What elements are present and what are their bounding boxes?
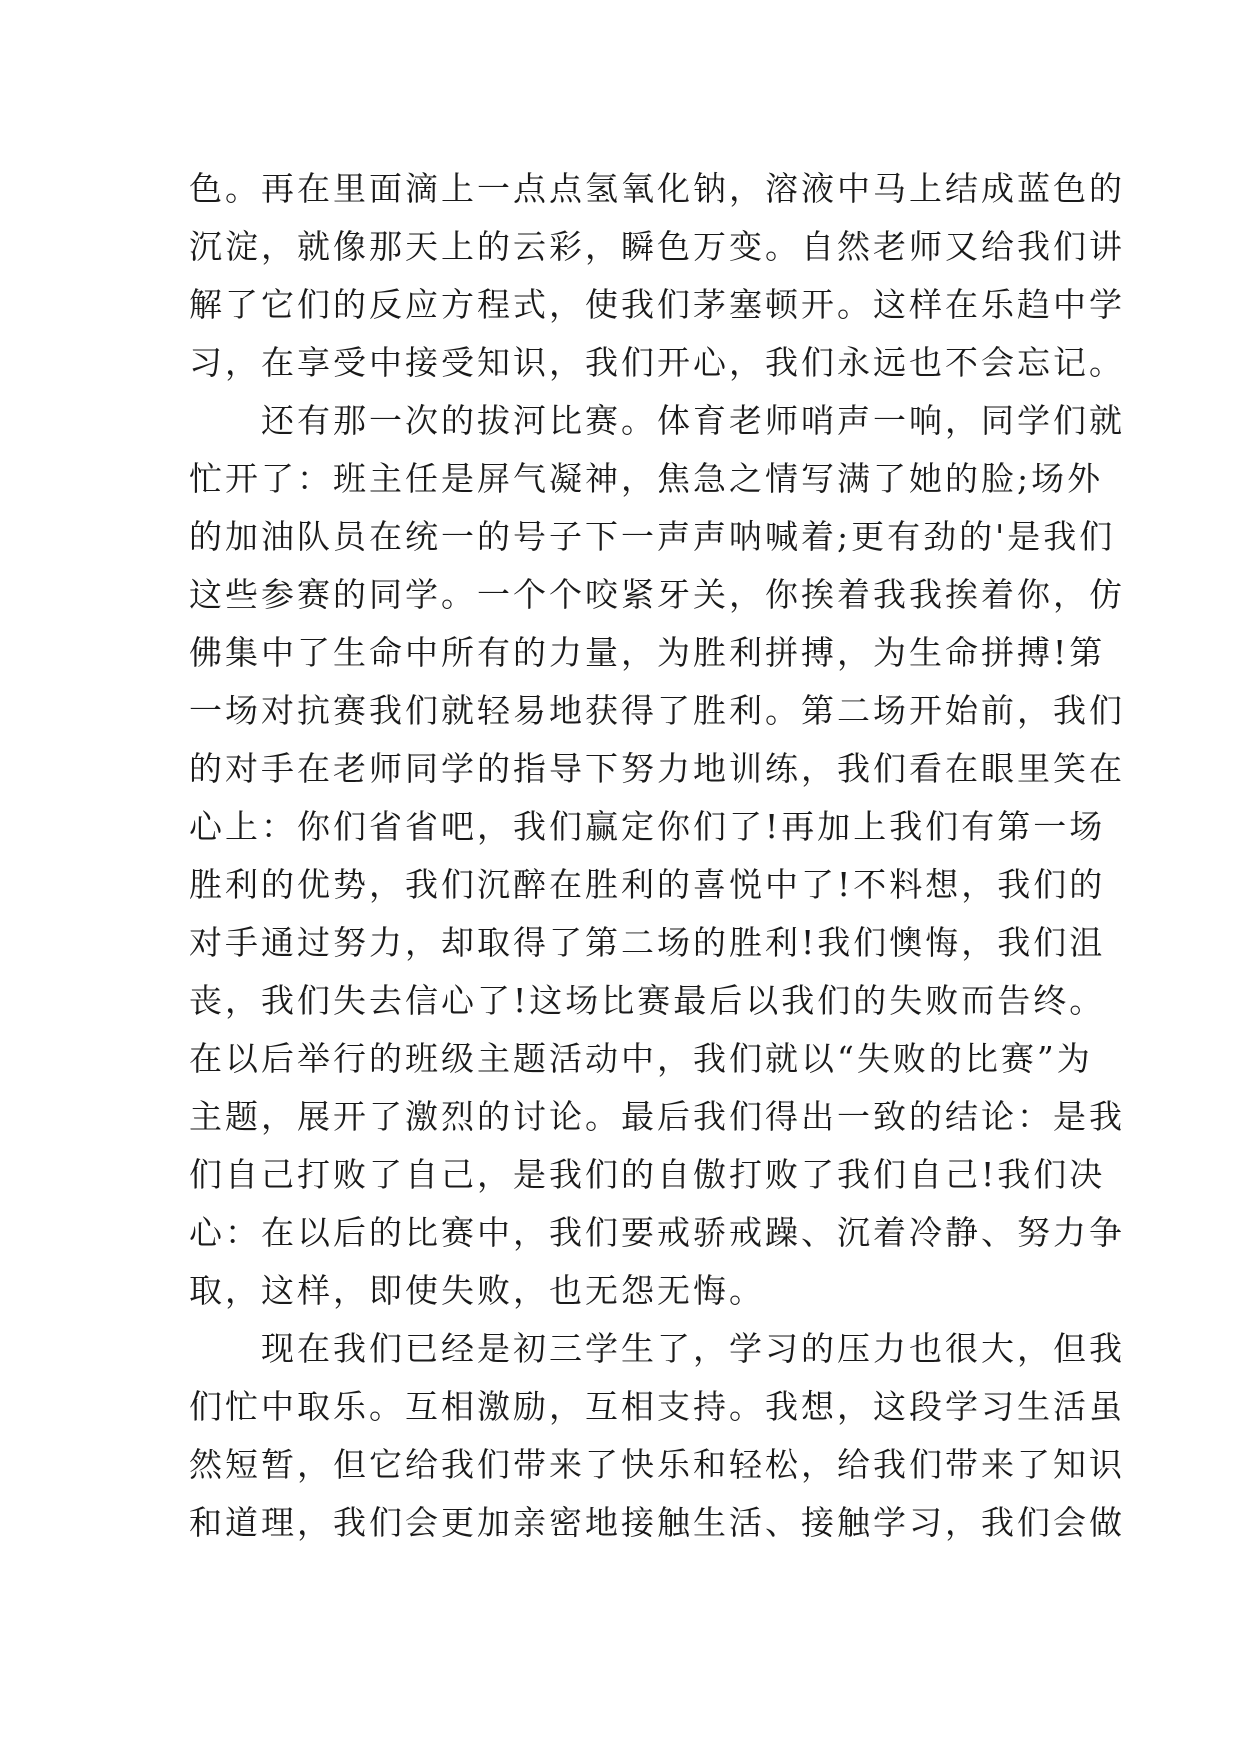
text-line: 取，这样，即使失败，也无怨无悔。 [189,1271,765,1310]
text-line: 习，在享受中接受知识，我们开心，我们永远也不会忘记。 [189,343,1125,382]
text-line: 佛集中了生命中所有的力量，为胜利拼搏，为生命拼搏!第 [189,633,1106,672]
text-line: 对手通过努力，却取得了第二场的胜利!我们懊悔，我们沮 [189,923,1106,962]
text-line: 心上：你们省省吧，我们赢定你们了!再加上我们有第一场 [189,807,1106,846]
text-line: 主题，展开了激烈的讨论。最后我们得出一致的结论：是我 [189,1097,1125,1136]
text-line: 的对手在老师同学的指导下努力地训练，我们看在眼里笑在 [189,749,1125,788]
text-line: 沉淀，就像那天上的云彩，瞬色万变。自然老师又给我们讲 [189,227,1125,266]
text-line: 心：在以后的比赛中，我们要戒骄戒躁、沉着冷静、努力争 [189,1213,1125,1252]
text-line: 在以后举行的班级主题活动中，我们就以“失败的比赛”为 [189,1039,1093,1078]
text-line: 解了它们的反应方程式，使我们茅塞顿开。这样在乐趋中学 [189,285,1125,324]
text-line: 色。再在里面滴上一点点氢氧化钠，溶液中马上结成蓝色的 [189,169,1125,208]
text-line: 一场对抗赛我们就轻易地获得了胜利。第二场开始前，我们 [189,691,1125,730]
paragraph-start-line: 现在我们已经是初三学生了，学习的压力也很大，但我 [189,1329,1125,1368]
text-line: 的加油队员在统一的号子下一声声呐喊着;更有劲的'是我们 [189,517,1116,556]
text-line: 这些参赛的同学。一个个咬紧牙关，你挨着我我挨着你，仿 [189,575,1125,614]
text-line: 们忙中取乐。互相激励，互相支持。我想，这段学习生活虽 [189,1387,1125,1426]
text-line: 忙开了：班主任是屏气凝神，焦急之情写满了她的脸;场外 [189,459,1104,498]
text-line: 和道理，我们会更加亲密地接触生活、接触学习，我们会做 [189,1503,1125,1542]
body-text [189,160,1125,1552]
text-line: 胜利的优势，我们沉醉在胜利的喜悦中了!不料想，我们的 [189,865,1106,904]
text-line: 然短暂，但它给我们带来了快乐和轻松，给我们带来了知识 [189,1445,1125,1484]
text-line: 们自己打败了自己，是我们的自傲打败了我们自己!我们决 [189,1155,1106,1194]
text-line: 丧，我们失去信心了!这场比赛最后以我们的失败而告终。 [189,981,1106,1020]
paragraph-start-line: 还有那一次的拔河比赛。体育老师哨声一响，同学们就 [189,401,1125,440]
